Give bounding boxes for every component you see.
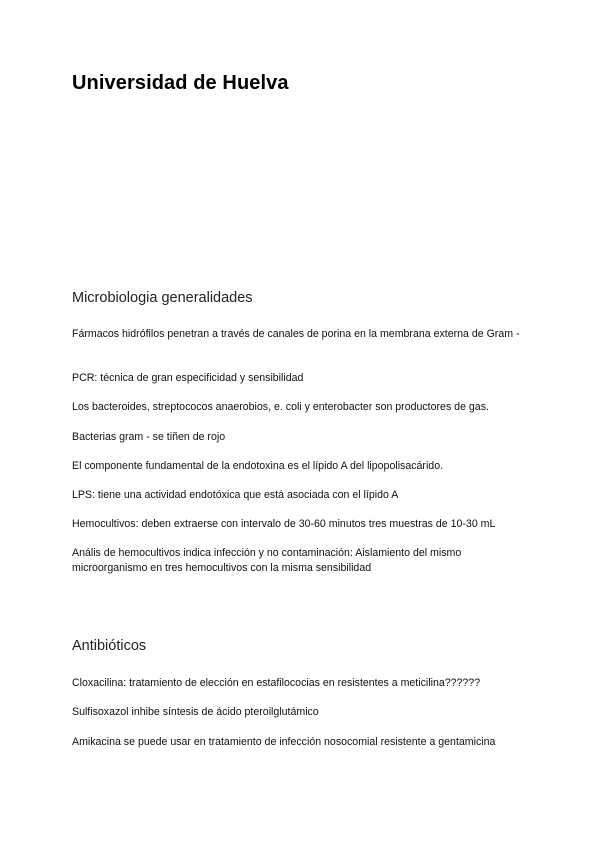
- paragraph: Sulfisoxazol inhibe síntesis de ácido pteroilglutámico: [72, 706, 319, 718]
- paragraph: Los bacteroides, streptococos anaerobios, e. coli y enterobacter son productores de gas.: [72, 401, 489, 413]
- paragraph: Anális de hemocultivos indica infección y no contaminación: Aislamiento del mismo microorganismo en tres hemocultivos con la misma sensibilidad: [72, 547, 462, 574]
- document-title: Universidad de Huelva: [72, 72, 289, 94]
- section-heading-microbiologia: Microbiologia generalidades: [72, 290, 253, 306]
- paragraph: Hemocultivos: deben extraerse con intervalo de 30-60 minutos tres muestras de 10-30 mL: [72, 518, 496, 530]
- paragraph: Amikacina se puede usar en tratamiento de infección nosocomial resistente a gentamicina: [72, 736, 496, 748]
- paragraph: Cloxacilina: tratamiento de elección en estafilococias en resistentes a meticilina??????: [72, 677, 481, 689]
- paragraph: PCR: técnica de gran especificidad y sensibilidad: [72, 372, 304, 384]
- paragraph: El componente fundamental de la endotoxina es el lípido A del lipopolisacárido.: [72, 460, 444, 472]
- section-heading-antibioticos: Antibióticos: [72, 638, 147, 654]
- paragraph: Bacterias gram - se tiñen de rojo: [72, 431, 226, 443]
- paragraph: Fármacos hidrófilos penetran a través de canales de porina en la membrana externa de Gram -: [72, 328, 520, 340]
- paragraph: LPS: tiene una actividad endotóxica que está asociada con el lípido A: [72, 489, 399, 501]
